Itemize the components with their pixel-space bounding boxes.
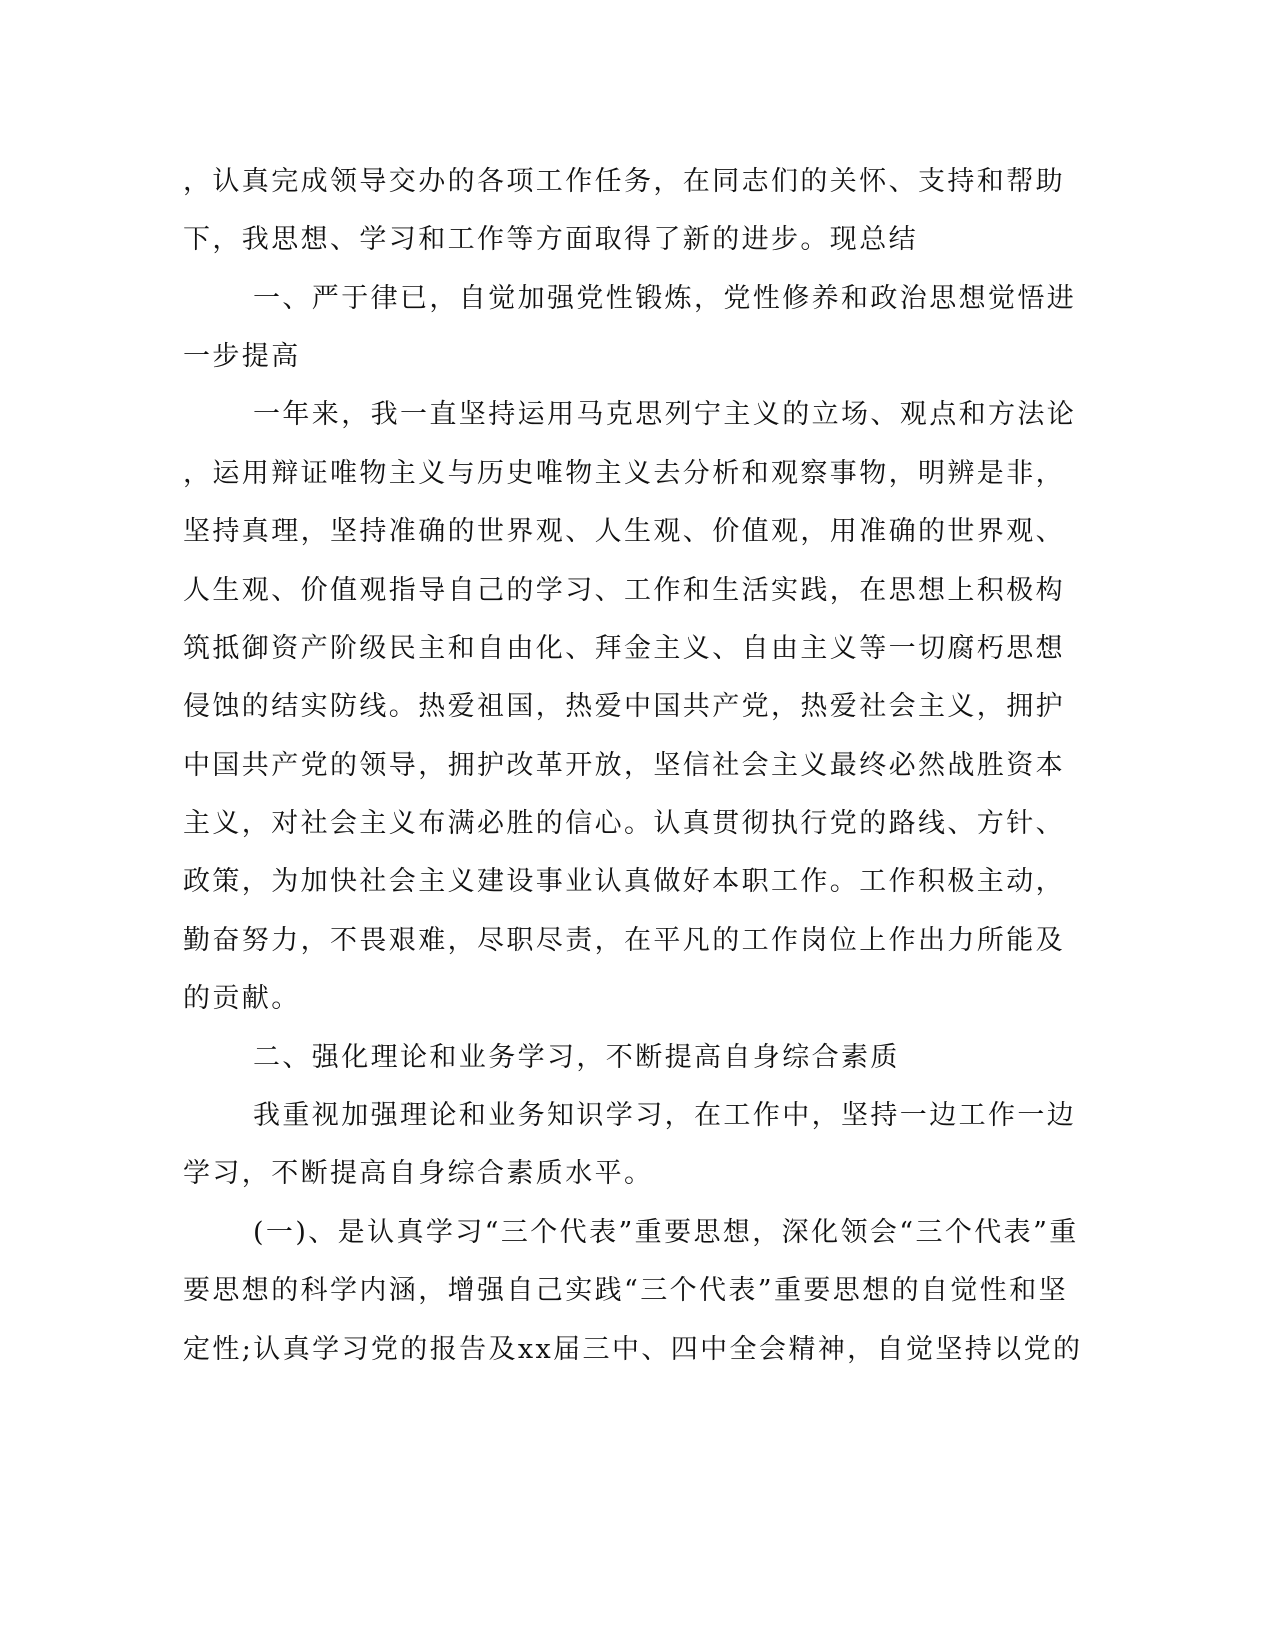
- text-line: ，认真完成领导交办的各项工作任务，在同志们的关怀、支持和帮助: [183, 166, 1065, 197]
- text-line: 主义，对社会主义布满必胜的信心。认真贯彻执行党的路线、方针、: [183, 808, 1065, 839]
- text-line: 中国共产党的领导，拥护改革开放，坚信社会主义最终必然战胜资本: [183, 750, 1065, 781]
- section-heading-1-cont: 一步提高: [183, 341, 301, 372]
- paragraph-start: 我重视加强理论和业务知识学习，在工作中，坚持一边工作一边: [253, 1100, 1077, 1131]
- text-line: 侵蚀的结实防线。热爱祖国，热爱中国共产党，热爱社会主义，拥护: [183, 691, 1065, 722]
- section-heading-2: 二、强化理论和业务学习，不断提高自身综合素质: [253, 1042, 900, 1073]
- text-line: 下，我思想、学习和工作等方面取得了新的进步。现总结: [183, 224, 918, 255]
- text-line: 要思想的科学内涵，增强自己实践“三个代表”重要思想的自觉性和坚: [183, 1275, 1069, 1306]
- text-line: 的贡献。: [183, 983, 301, 1014]
- text-line: 筑抵御资产阶级民主和自由化、拜金主义、自由主义等一切腐朽思想: [183, 633, 1065, 664]
- text-line: 坚持真理，坚持准确的世界观、人生观、价值观，用准确的世界观、: [183, 516, 1065, 547]
- paragraph-start: (一)、是认真学习“三个代表”重要思想，深化领会“三个代表”重: [253, 1217, 1079, 1248]
- text-line: 学习，不断提高自身综合素质水平。: [183, 1158, 654, 1189]
- text-line: ，运用辩证唯物主义与历史唯物主义去分析和观察事物，明辨是非，: [183, 458, 1065, 489]
- text-line: 人生观、价值观指导自己的学习、工作和生活实践，在思想上积极构: [183, 575, 1065, 606]
- text-line: 勤奋努力，不畏艰难，尽职尽责，在平凡的工作岗位上作出力所能及: [183, 925, 1065, 956]
- text-line: 定性;认真学习党的报告及xx届三中、四中全会精神，自觉坚持以党的: [183, 1334, 1083, 1365]
- paragraph-start: 一年来，我一直坚持运用马克思列宁主义的立场、观点和方法论: [253, 399, 1077, 430]
- section-heading-1: 一、严于律已，自觉加强党性锻炼，党性修养和政治思想觉悟进: [253, 283, 1077, 314]
- text-line: 政策，为加快社会主义建设事业认真做好本职工作。工作积极主动，: [183, 866, 1065, 897]
